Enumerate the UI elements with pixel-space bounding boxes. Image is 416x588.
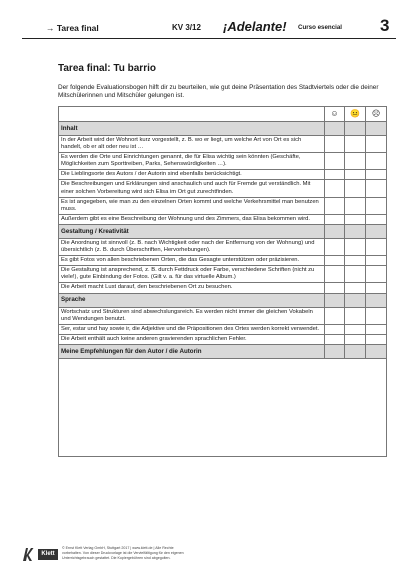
criterion-row (59, 170, 387, 180)
section-rating-cell (345, 224, 366, 238)
section-header-row (59, 344, 387, 358)
criterion-row (59, 214, 387, 224)
rating-checkbox-cell[interactable] (345, 266, 366, 283)
rating-checkbox-cell[interactable] (325, 307, 345, 324)
header-section-label: → Tarea final (46, 23, 99, 33)
page-title: Tarea final: Tu barrio (58, 63, 156, 74)
section-rating-cell (325, 122, 345, 136)
copyright-line: Unterrichtsgebrauch gestattet. Die Kopiergebühren sind abgegolten. (62, 555, 171, 560)
publisher-brand: Klett (38, 549, 58, 560)
criterion-row (59, 238, 387, 255)
evaluation-table (58, 106, 387, 457)
criterion-text: Wortschatz und Strukturen sind abwechslungsreich. Es werden nicht immer die gleichen Vokabeln und Wendungen benutzt. (59, 307, 325, 324)
rating-checkbox-cell[interactable] (366, 180, 387, 197)
rating-header-row (59, 107, 387, 122)
criterion-text: Es werden die Orte und Einrichtungen genannt, die für Elisa wichtig sein könnten (Geschäfte, Möglichkeiten zum Sporttreiben, Parks, Sehenswürdigkeiten …). (59, 153, 325, 170)
criterion-row (59, 180, 387, 197)
rating-checkbox-cell[interactable] (325, 214, 345, 224)
section-rating-cell (366, 122, 387, 136)
rating-checkbox-cell[interactable] (345, 180, 366, 197)
rating-checkbox-cell[interactable] (325, 238, 345, 255)
rating-checkbox-cell[interactable] (325, 334, 345, 344)
rating-checkbox-cell[interactable] (366, 334, 387, 344)
criterion-row (59, 153, 387, 170)
criterion-text: Die Gestaltung ist ansprechend, z. B. durch Fettdruck oder Farbe, verschiedene Schriften (nicht zu viele!), gute Einbindung der Fotos. (Gilt v. a. für das virtuelle Album.) (59, 266, 325, 283)
header-kv-number: KV 3/12 (172, 23, 201, 32)
criterion-row (59, 256, 387, 266)
recommendation-area (59, 358, 387, 456)
rating-checkbox-cell[interactable] (325, 266, 345, 283)
rating-checkbox-cell[interactable] (345, 238, 366, 255)
copyright-line: © Ernst Klett Verlag GmbH, Stuttgart 2017 | www.klett.de | Alle Rechte (62, 546, 174, 550)
rating-checkbox-cell[interactable] (366, 324, 387, 334)
section-rating-cell (366, 293, 387, 307)
header-brand: ¡Adelante! (223, 19, 287, 34)
section-title: Gestaltung / Kreativität (59, 224, 325, 238)
criterion-row (59, 266, 387, 283)
rating-checkbox-cell[interactable] (366, 266, 387, 283)
section-rating-cell (345, 344, 366, 358)
criterion-text: Die Beschreibungen und Erklärungen sind anschaulich und auch für Fremde gut verständlich. Mit einer solchen Vorbereitung wird sich Elisa im Ort gut zurechtfinden. (59, 180, 325, 197)
intro-text: Der folgende Evaluationsbogen hilft dir zu beurteilen, wie gut deine Präsentation des Stadtviertels oder die deiner Mitschülerinnen und Mitschüler gelungen ist. (58, 84, 379, 100)
header-unit-number: 3 (380, 16, 390, 35)
rating-checkbox-cell[interactable] (366, 197, 387, 214)
section-header-row (59, 224, 387, 238)
rating-checkbox-cell[interactable] (325, 283, 345, 293)
rating-checkbox-cell[interactable] (366, 214, 387, 224)
criterion-text: Es gibt Fotos von allen beschriebenen Orten, die das Gesagte unterstützen oder präzisieren. (59, 256, 325, 266)
criterion-text: In der Arbeit wird der Wohnort kurz vorgestellt, z. B. wo er liegt, um welche Art von Ort es sich handelt, ob er alt oder neu ist … (59, 136, 325, 153)
section-rating-cell (325, 293, 345, 307)
page-header (22, 18, 396, 39)
criterion-row (59, 283, 387, 293)
rating-checkbox-cell[interactable] (366, 256, 387, 266)
criterion-row (59, 307, 387, 324)
rating-checkbox-cell[interactable] (345, 197, 366, 214)
rating-checkbox-cell[interactable] (325, 324, 345, 334)
rating-checkbox-cell[interactable] (345, 214, 366, 224)
rating-checkbox-cell[interactable] (345, 153, 366, 170)
publisher-logo (22, 546, 58, 562)
rating-checkbox-cell[interactable] (325, 136, 345, 153)
rating-checkbox-cell[interactable] (366, 170, 387, 180)
criterion-text: Außerdem gibt es eine Beschreibung der Wohnung und des Zimmers, das Elisa bekommen wird. (59, 214, 325, 224)
criterion-text: Die Arbeit enthält auch keine anderen gravierenden sprachlichen Fehler. (59, 334, 325, 344)
criterion-row (59, 324, 387, 334)
page-footer (22, 545, 396, 565)
section-header-row (59, 293, 387, 307)
happy-face-icon: ☺ (325, 107, 345, 122)
klett-emblem-icon (22, 546, 36, 562)
rating-checkbox-cell[interactable] (345, 307, 366, 324)
rating-checkbox-cell[interactable] (325, 170, 345, 180)
rating-checkbox-cell[interactable] (325, 197, 345, 214)
rating-checkbox-cell[interactable] (345, 170, 366, 180)
rating-checkbox-cell[interactable] (345, 256, 366, 266)
section-header-row (59, 122, 387, 136)
rating-checkbox-cell[interactable] (345, 324, 366, 334)
section-rating-cell (325, 344, 345, 358)
criterion-text: Die Anordnung ist sinnvoll (z. B. nach Wichtigkeit oder nach der Entfernung von der Wohnung) und übersichtlich (z. B. durch Überschriften, Hervorhebungen). (59, 238, 325, 255)
criterion-text: Es ist angegeben, wie man zu den einzelnen Orten kommt und welche Verkehrsmittel man benutzen muss. (59, 197, 325, 214)
section-rating-cell (345, 122, 366, 136)
criterion-row (59, 136, 387, 153)
rating-checkbox-cell[interactable] (366, 283, 387, 293)
section-rating-cell (366, 344, 387, 358)
recommendation-writing-field[interactable] (59, 358, 387, 456)
rating-checkbox-cell[interactable] (366, 136, 387, 153)
criterion-text: Die Lieblingsorte des Autors / der Autorin sind ebenfalls berücksichtigt. (59, 170, 325, 180)
neutral-face-icon: 😐 (345, 107, 366, 122)
section-rating-cell (345, 293, 366, 307)
copyright-line: vorbehalten. Von dieser Druckvorlage ist die Vervielfältigung für den eigenen (62, 550, 184, 555)
rating-checkbox-cell[interactable] (345, 334, 366, 344)
criterion-row (59, 334, 387, 344)
rating-checkbox-cell[interactable] (325, 180, 345, 197)
header-course: Curso esencial (298, 24, 343, 31)
criterion-row (59, 197, 387, 214)
section-rating-cell (325, 224, 345, 238)
rating-checkbox-cell[interactable] (345, 283, 366, 293)
rating-checkbox-cell[interactable] (325, 153, 345, 170)
section-rating-cell (366, 224, 387, 238)
section-title: Inhalt (59, 122, 325, 136)
rating-checkbox-cell[interactable] (366, 238, 387, 255)
section-title: Sprache (59, 293, 325, 307)
blank-header-cell (59, 107, 325, 122)
rating-checkbox-cell[interactable] (366, 153, 387, 170)
copyright-text (62, 546, 262, 560)
criterion-text: Die Arbeit macht Lust darauf, den beschriebenen Ort zu besuchen. (59, 283, 325, 293)
rating-checkbox-cell[interactable] (366, 307, 387, 324)
criterion-text: Ser, estar und hay sowie ir, die Adjektive und die Präpositionen des Ortes werden korrekt verwendet. (59, 324, 325, 334)
rating-checkbox-cell[interactable] (345, 136, 366, 153)
rating-checkbox-cell[interactable] (325, 256, 345, 266)
sad-face-icon: ☹ (366, 107, 387, 122)
section-title: Meine Empfehlungen für den Autor / die Autorin (59, 344, 325, 358)
